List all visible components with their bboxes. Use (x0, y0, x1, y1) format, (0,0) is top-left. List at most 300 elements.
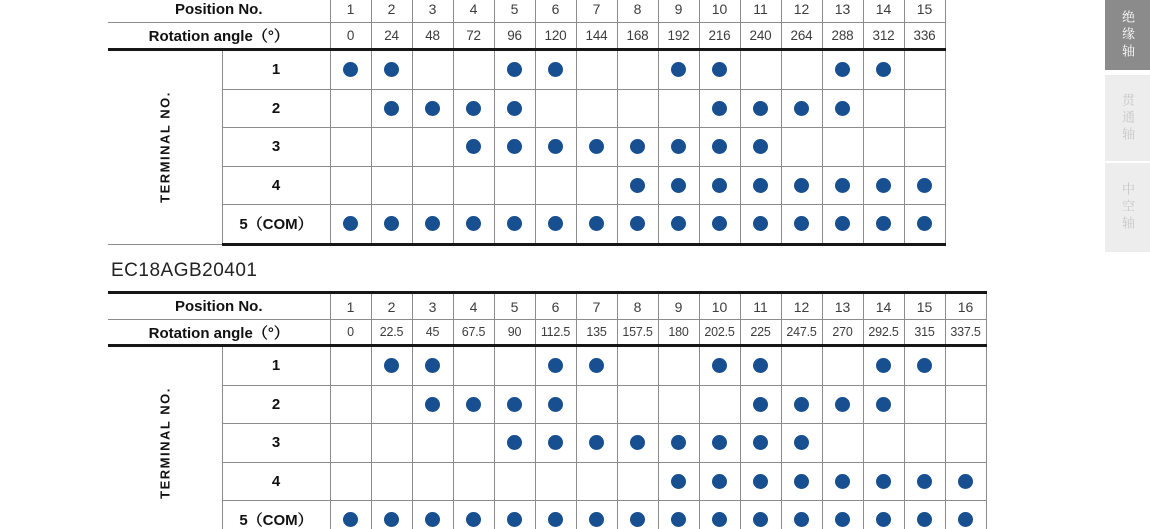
contact-dot-cell (699, 424, 740, 463)
contact-dot (630, 178, 645, 193)
position-cell: 15 (904, 293, 945, 320)
contact-dot-cell (781, 385, 822, 424)
contact-dot-cell (863, 166, 904, 205)
empty-cell (412, 166, 453, 205)
contact-dot (958, 512, 973, 527)
contact-dot (548, 358, 563, 373)
angle-cell: 270 (822, 320, 863, 346)
contact-dot-cell (330, 501, 371, 529)
side-tab-label: 绝缘轴 (1120, 9, 1135, 61)
position-cell: 14 (863, 293, 904, 320)
contact-dot (753, 139, 768, 154)
contact-dot (671, 216, 686, 231)
contact-dot-cell (658, 462, 699, 501)
contact-dot (589, 435, 604, 450)
contact-dot (589, 216, 604, 231)
empty-cell (822, 128, 863, 167)
contact-dot (958, 474, 973, 489)
position-row (108, 0, 945, 23)
contact-dot (589, 139, 604, 154)
angle-cell: 112.5 (535, 320, 576, 346)
contact-dot-cell (863, 501, 904, 529)
contact-dot-cell (781, 501, 822, 529)
contact-dot-cell (781, 166, 822, 205)
contact-dot-cell (658, 424, 699, 463)
terminal-number: 1 (222, 346, 330, 386)
contact-dot-cell (494, 89, 535, 128)
angle-cell: 225 (740, 320, 781, 346)
contact-dot-cell (822, 385, 863, 424)
position-cell: 2 (371, 293, 412, 320)
empty-cell (453, 50, 494, 90)
contact-dot-cell (576, 346, 617, 386)
position-cell: 7 (576, 293, 617, 320)
angle-cell: 90 (494, 320, 535, 346)
contact-dot-cell (535, 50, 576, 90)
position-cell: 10 (699, 293, 740, 320)
contact-dot-cell (740, 166, 781, 205)
empty-cell (330, 424, 371, 463)
contact-dot (876, 397, 891, 412)
contact-dot (876, 474, 891, 489)
empty-cell (822, 346, 863, 386)
angle-cell: 120 (535, 23, 576, 50)
contact-dot-cell (494, 501, 535, 529)
terminal-number: 1 (222, 50, 330, 90)
empty-cell (576, 166, 617, 205)
empty-cell (658, 346, 699, 386)
contact-dot-cell (740, 501, 781, 529)
empty-cell (863, 89, 904, 128)
contact-dot-cell (535, 346, 576, 386)
contact-dot-cell (330, 50, 371, 90)
contact-dot (835, 101, 850, 116)
contact-dot-cell (453, 128, 494, 167)
contact-dot-cell (781, 89, 822, 128)
contact-dot-cell (494, 128, 535, 167)
position-cell: 3 (412, 293, 453, 320)
contact-dot (589, 358, 604, 373)
rotation-row (108, 320, 986, 346)
angle-cell: 72 (453, 23, 494, 50)
angle-cell: 48 (412, 23, 453, 50)
terminal-no-label: TERMINAL NO. (157, 91, 173, 204)
contact-dot (507, 397, 522, 412)
contact-dot (507, 101, 522, 116)
contact-dot-cell (904, 205, 945, 245)
contact-dot-cell (576, 128, 617, 167)
contact-dot-cell (699, 346, 740, 386)
angle-cell: 312 (863, 23, 904, 50)
contact-dot-cell (945, 501, 986, 529)
contact-dot (835, 178, 850, 193)
contact-dot (835, 62, 850, 77)
empty-cell (617, 385, 658, 424)
position-cell: 12 (781, 0, 822, 23)
terminal-row (108, 462, 986, 501)
empty-cell (576, 385, 617, 424)
contact-dot (548, 139, 563, 154)
rotation-row (108, 23, 945, 50)
contact-dot (876, 512, 891, 527)
contact-dot-cell (863, 205, 904, 245)
angle-cell: 157.5 (617, 320, 658, 346)
contact-dot (466, 512, 481, 527)
contact-dot-cell (781, 424, 822, 463)
contact-dot (384, 358, 399, 373)
contact-dot (630, 139, 645, 154)
contact-dot-cell (371, 346, 412, 386)
contact-dot (917, 178, 932, 193)
empty-cell (494, 346, 535, 386)
contact-dot-cell (617, 128, 658, 167)
contact-dot-cell (863, 346, 904, 386)
terminal-number: 2 (222, 89, 330, 128)
contact-dot-cell (863, 50, 904, 90)
side-tab-label: 贯通轴 (1120, 92, 1135, 144)
contact-dot (507, 139, 522, 154)
contact-dot-cell (453, 205, 494, 245)
contact-dot (712, 62, 727, 77)
contact-dot-cell (576, 501, 617, 529)
terminal-number: 4 (222, 462, 330, 501)
angle-cell: 264 (781, 23, 822, 50)
contact-dot (384, 216, 399, 231)
contact-dot (712, 178, 727, 193)
contact-dot-cell (412, 346, 453, 386)
contact-dot-cell (617, 501, 658, 529)
position-cell: 3 (412, 0, 453, 23)
empty-cell (412, 128, 453, 167)
empty-cell (330, 166, 371, 205)
contact-dot (671, 178, 686, 193)
contact-dot (917, 474, 932, 489)
angle-cell: 135 (576, 320, 617, 346)
contact-dot (876, 216, 891, 231)
empty-cell (617, 346, 658, 386)
contact-dot (548, 397, 563, 412)
angle-cell: 0 (330, 320, 371, 346)
empty-cell (658, 385, 699, 424)
empty-cell (371, 462, 412, 501)
contact-dot-cell (781, 205, 822, 245)
contact-dot (712, 101, 727, 116)
position-cell: 8 (617, 0, 658, 23)
contact-dot (466, 139, 481, 154)
angle-cell: 240 (740, 23, 781, 50)
terminal-no-cell (108, 50, 222, 245)
rotation-angle-label: Rotation angle（°） (108, 23, 330, 50)
contact-dot (753, 358, 768, 373)
contact-dot (835, 397, 850, 412)
contact-dot-cell (863, 385, 904, 424)
angle-cell: 202.5 (699, 320, 740, 346)
contact-dot (466, 397, 481, 412)
empty-cell (494, 462, 535, 501)
contact-dot (548, 216, 563, 231)
contact-dot-cell (822, 501, 863, 529)
contact-dot-cell (535, 424, 576, 463)
empty-cell (453, 346, 494, 386)
position-cell: 5 (494, 293, 535, 320)
position-cell: 9 (658, 0, 699, 23)
terminal-no-label: TERMINAL NO. (157, 387, 173, 500)
pattern-table-ec18agb20401 (108, 291, 987, 529)
contact-dot-cell (740, 424, 781, 463)
position-cell: 15 (904, 0, 945, 23)
position-cell: 1 (330, 0, 371, 23)
contact-dot (507, 435, 522, 450)
empty-cell (740, 50, 781, 90)
contact-dot (589, 512, 604, 527)
contact-dot (630, 512, 645, 527)
contact-dot-cell (904, 166, 945, 205)
contact-dot-cell (535, 128, 576, 167)
contact-dot-cell (330, 205, 371, 245)
contact-dot-cell (945, 462, 986, 501)
contact-dot (466, 101, 481, 116)
terminal-no-cell (108, 346, 222, 529)
contact-dot-cell (453, 385, 494, 424)
contact-dot-cell (412, 205, 453, 245)
contact-dot (876, 62, 891, 77)
contact-dot-cell (699, 501, 740, 529)
contact-dot-cell (494, 424, 535, 463)
contact-dot (425, 101, 440, 116)
contact-dot-cell (904, 346, 945, 386)
side-tab-through-shaft (1105, 75, 1150, 161)
contact-dot (548, 62, 563, 77)
pattern-table (108, 0, 946, 246)
contact-dot (753, 397, 768, 412)
contact-dot (507, 216, 522, 231)
empty-cell (371, 166, 412, 205)
contact-dot-cell (822, 50, 863, 90)
contact-dot-cell (658, 50, 699, 90)
contact-dot-cell (699, 462, 740, 501)
empty-cell (904, 89, 945, 128)
position-cell: 12 (781, 293, 822, 320)
contact-dot-cell (494, 385, 535, 424)
contact-dot-cell (740, 462, 781, 501)
contact-dot (507, 62, 522, 77)
angle-cell: 67.5 (453, 320, 494, 346)
empty-cell (576, 89, 617, 128)
contact-dot (671, 512, 686, 527)
empty-cell (781, 50, 822, 90)
angle-cell: 192 (658, 23, 699, 50)
contact-dot (794, 435, 809, 450)
contact-dot (630, 216, 645, 231)
terminal-row (108, 50, 945, 90)
empty-cell (412, 462, 453, 501)
position-cell: 11 (740, 0, 781, 23)
contact-dot-cell (412, 385, 453, 424)
contact-dot (384, 101, 399, 116)
contact-dot-cell (822, 89, 863, 128)
model-number-title: EC18AGB20401 (111, 260, 258, 281)
empty-cell (781, 346, 822, 386)
contact-dot (343, 512, 358, 527)
contact-dot (671, 435, 686, 450)
contact-dot-cell (535, 501, 576, 529)
contact-dot (548, 435, 563, 450)
contact-dot-cell (822, 205, 863, 245)
contact-dot-cell (740, 128, 781, 167)
contact-dot (507, 512, 522, 527)
position-cell: 14 (863, 0, 904, 23)
terminal-row (108, 89, 945, 128)
empty-cell (330, 128, 371, 167)
empty-cell (904, 385, 945, 424)
rotation-angle-label: Rotation angle（°） (108, 320, 330, 346)
empty-cell (371, 385, 412, 424)
terminal-row (108, 501, 986, 529)
angle-cell: 315 (904, 320, 945, 346)
contact-dot (876, 358, 891, 373)
contact-dot (384, 512, 399, 527)
contact-dot-cell (412, 501, 453, 529)
contact-dot (835, 512, 850, 527)
position-cell: 11 (740, 293, 781, 320)
position-cell: 16 (945, 293, 986, 320)
empty-cell (330, 462, 371, 501)
contact-dot (753, 474, 768, 489)
side-tab-label: 中空轴 (1120, 182, 1135, 233)
contact-dot-cell (658, 166, 699, 205)
contact-dot (753, 178, 768, 193)
terminal-number: 5（COM） (222, 501, 330, 529)
contact-dot-cell (904, 462, 945, 501)
empty-cell (904, 424, 945, 463)
position-cell: 2 (371, 0, 412, 23)
contact-dot-cell (699, 166, 740, 205)
contact-dot-cell (371, 89, 412, 128)
contact-dot-cell (412, 89, 453, 128)
empty-cell (945, 385, 986, 424)
contact-dot (712, 139, 727, 154)
angle-cell: 180 (658, 320, 699, 346)
contact-dot (917, 512, 932, 527)
contact-dot (794, 474, 809, 489)
position-cell: 13 (822, 0, 863, 23)
position-cell: 1 (330, 293, 371, 320)
contact-dot-cell (371, 205, 412, 245)
contact-dot (917, 216, 932, 231)
angle-cell: 24 (371, 23, 412, 50)
empty-cell (494, 166, 535, 205)
position-cell: 8 (617, 293, 658, 320)
empty-cell (535, 166, 576, 205)
contact-dot-cell (658, 205, 699, 245)
contact-dot (425, 358, 440, 373)
contact-dot (835, 474, 850, 489)
contact-dot-cell (658, 501, 699, 529)
empty-cell (945, 346, 986, 386)
contact-dot (794, 178, 809, 193)
position-no-label: Position No. (108, 293, 330, 320)
contact-dot (712, 435, 727, 450)
contact-dot-cell (699, 205, 740, 245)
contact-dot-cell (822, 166, 863, 205)
contact-dot-cell (535, 385, 576, 424)
terminal-number: 5（COM） (222, 205, 330, 245)
empty-cell (617, 462, 658, 501)
contact-dot (712, 358, 727, 373)
angle-cell: 216 (699, 23, 740, 50)
angle-cell: 336 (904, 23, 945, 50)
terminal-row (108, 128, 945, 167)
angle-cell: 292.5 (863, 320, 904, 346)
angle-cell: 96 (494, 23, 535, 50)
contact-dot (712, 474, 727, 489)
position-no-label: Position No. (108, 0, 330, 23)
empty-cell (330, 89, 371, 128)
position-cell: 13 (822, 293, 863, 320)
empty-cell (576, 462, 617, 501)
position-cell: 6 (535, 293, 576, 320)
angle-cell: 45 (412, 320, 453, 346)
contact-dot (876, 178, 891, 193)
contact-dot (343, 216, 358, 231)
contact-dot-cell (617, 205, 658, 245)
contact-dot (466, 216, 481, 231)
position-cell: 4 (453, 0, 494, 23)
pattern-table-top (108, 0, 946, 246)
contact-dot-cell (617, 166, 658, 205)
position-cell: 10 (699, 0, 740, 23)
empty-cell (535, 462, 576, 501)
contact-dot (794, 512, 809, 527)
contact-dot-cell (740, 205, 781, 245)
angle-cell: 247.5 (781, 320, 822, 346)
contact-dot (425, 512, 440, 527)
terminal-number: 3 (222, 128, 330, 167)
contact-dot (712, 216, 727, 231)
contact-dot-cell (494, 205, 535, 245)
empty-cell (453, 424, 494, 463)
contact-dot (753, 512, 768, 527)
contact-dot-cell (740, 89, 781, 128)
contact-dot-cell (371, 501, 412, 529)
position-cell: 6 (535, 0, 576, 23)
contact-dot-cell (453, 89, 494, 128)
contact-dot (630, 435, 645, 450)
contact-dot-cell (576, 205, 617, 245)
angle-cell: 288 (822, 23, 863, 50)
contact-dot-cell (863, 462, 904, 501)
empty-cell (904, 128, 945, 167)
contact-dot-cell (699, 89, 740, 128)
empty-cell (535, 89, 576, 128)
empty-cell (576, 50, 617, 90)
contact-dot (343, 62, 358, 77)
empty-cell (822, 424, 863, 463)
empty-cell (617, 50, 658, 90)
contact-dot (753, 216, 768, 231)
terminal-number: 2 (222, 385, 330, 424)
position-cell: 4 (453, 293, 494, 320)
side-tab-hollow-shaft (1105, 163, 1150, 252)
position-row (108, 293, 986, 320)
empty-cell (453, 166, 494, 205)
contact-dot-cell (699, 50, 740, 90)
contact-dot-cell (453, 501, 494, 529)
contact-dot (917, 358, 932, 373)
position-cell: 7 (576, 0, 617, 23)
side-tab-insulated-shaft (1105, 0, 1150, 70)
contact-dot-cell (740, 385, 781, 424)
